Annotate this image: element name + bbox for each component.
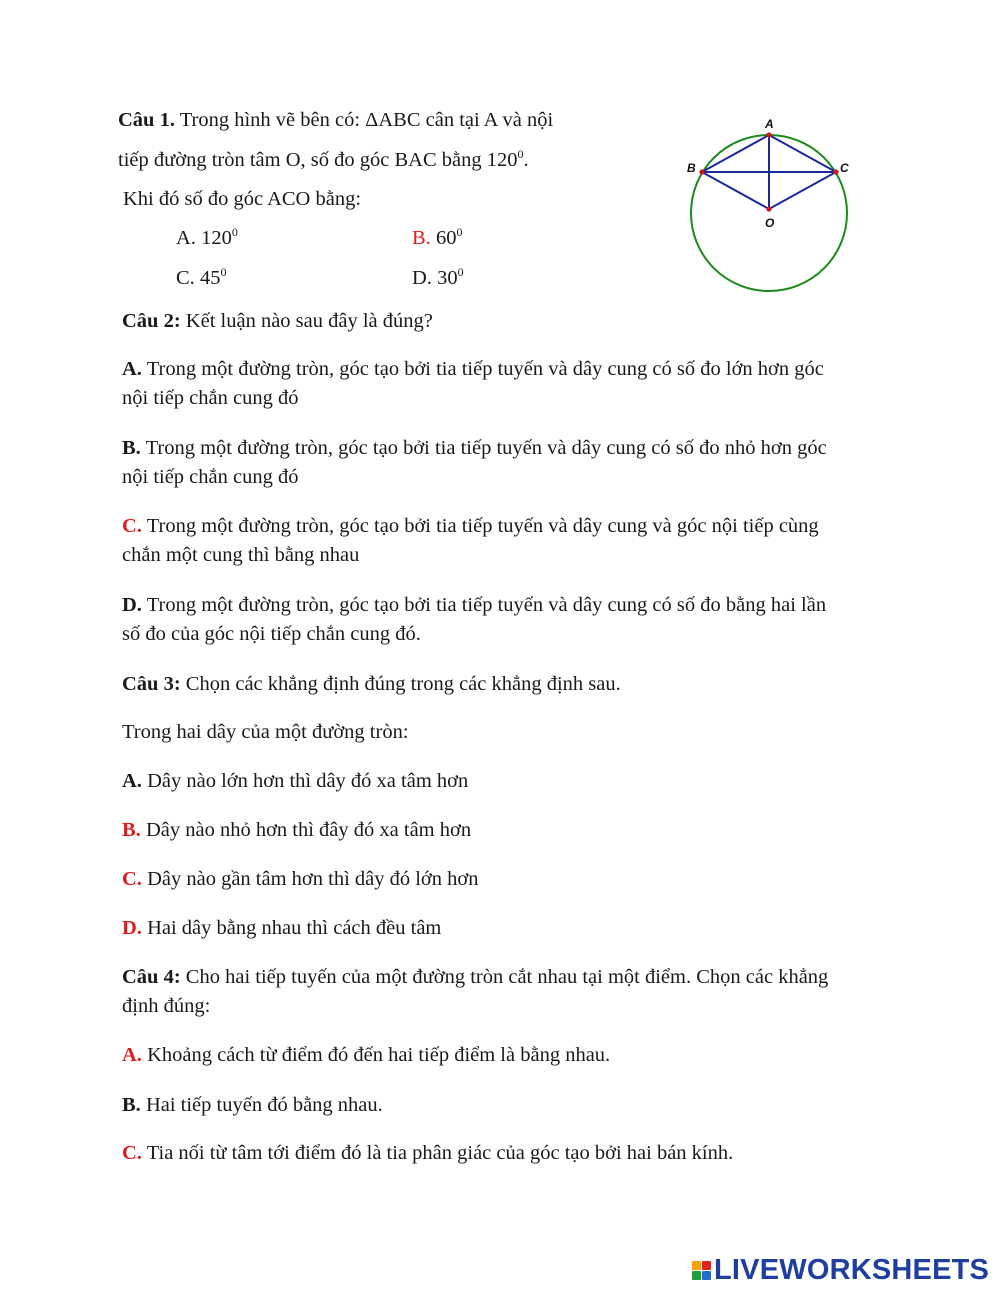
q2-option-b[interactable]	[122, 434, 827, 492]
q2-option-b-line2: nội tiếp chắn cung đó	[122, 466, 299, 488]
q1-line2-text: tiếp đường tròn tâm O, số đo góc BAC bằng 120	[118, 149, 518, 171]
logo-text: LIVEWORKSHEETS	[714, 1253, 990, 1286]
q1-option-c-value: 45	[199, 267, 221, 289]
q2-option-b-line1: Trong một đường tròn, góc tạo bởi tia tiếp tuyến và dây cung có số đo nhỏ hơn góc	[140, 437, 827, 459]
point-a	[766, 132, 771, 137]
q2-option-d-line1: Trong một đường tròn, góc tạo bởi tia tiếp tuyến và dây cung có số đo bằng hai lần	[141, 594, 827, 616]
segment-bo	[702, 172, 769, 209]
q2-option-b-label: B.	[122, 437, 141, 459]
q3-label: Câu 3:	[122, 673, 181, 695]
q1-option-a[interactable]	[176, 224, 238, 253]
q4-option-a-text: Khoảng cách từ điểm đó đến hai tiếp điểm là bằng nhau.	[141, 1044, 611, 1066]
point-c	[833, 169, 838, 174]
q4-option-a-label: A.	[122, 1044, 142, 1066]
q2-option-c-line1: Trong một đường tròn, góc tạo bởi tia tiếp tuyến và dây cung và góc nội tiếp cùng	[141, 515, 819, 537]
point-label-a: A	[765, 117, 774, 131]
q2-option-d-label: D.	[122, 594, 142, 616]
q3-title	[122, 670, 621, 699]
q4-option-c[interactable]	[122, 1139, 733, 1168]
q2-text: Kết luận nào sau đây là đúng?	[180, 310, 433, 332]
q1-option-d-value: 30	[437, 267, 458, 289]
point-label-c: C	[840, 161, 849, 175]
q1-option-d[interactable]	[412, 264, 464, 293]
logo-cube-icon	[692, 1261, 711, 1280]
q1-option-a-value: 120	[201, 227, 232, 249]
q3-option-c-label: C.	[122, 868, 142, 890]
q1-option-a-sup: 0	[231, 225, 238, 239]
point-o	[766, 206, 771, 211]
q3-option-c[interactable]	[122, 865, 479, 894]
q2-title	[122, 307, 433, 336]
q4-option-c-label: C.	[122, 1142, 142, 1164]
q1-line1-text: Trong hình vẽ bên có: ΔABC cân tại A và nội	[174, 109, 554, 131]
q4-option-a[interactable]	[122, 1041, 610, 1070]
q1-option-b-value: 60	[430, 227, 457, 249]
q4-line2: định đúng:	[122, 995, 211, 1017]
q1-line2-end: .	[523, 149, 529, 171]
q4-option-c-text: Tia nối từ tâm tới điểm đó là tia phân giác của góc tạo bởi hai bán kính.	[141, 1142, 734, 1164]
q1-option-c[interactable]	[176, 264, 226, 293]
q3-option-a-label: A.	[122, 770, 142, 792]
q1-line1	[118, 106, 553, 135]
q2-option-a[interactable]	[122, 355, 824, 413]
q1-option-b-label: B.	[412, 227, 431, 249]
q3-option-a-text: Dây nào lớn hơn thì dây đó xa tâm hơn	[141, 770, 469, 792]
q3-option-b[interactable]	[122, 816, 471, 845]
segment-ac	[769, 135, 836, 172]
q4-title	[122, 963, 828, 1021]
q3-option-c-text: Dây nào gần tâm hơn thì dây đó lớn hơn	[141, 868, 479, 890]
q2-option-a-line2: nội tiếp chắn cung đó	[122, 387, 299, 409]
q1-line3: Khi đó số đo góc ACO bằng:	[123, 188, 362, 210]
q1-line2	[118, 146, 529, 175]
q1-option-d-sup: 0	[457, 265, 464, 279]
q3-option-b-label: B.	[122, 819, 141, 841]
q1-option-c-sup: 0	[220, 265, 227, 279]
point-b	[699, 169, 704, 174]
q3-option-a[interactable]	[122, 767, 468, 796]
q2-option-c-label: C.	[122, 515, 142, 537]
q3-text: Chọn các khẳng định đúng trong các khẳng định sau.	[180, 673, 621, 695]
q3-option-d-label: D.	[122, 917, 142, 939]
q4-option-b-label: B.	[122, 1094, 141, 1116]
segment-ab	[702, 135, 769, 172]
q1-line2-sup: 0	[517, 147, 524, 161]
q3-option-b-text: Dây nào nhỏ hơn thì đây đó xa tâm hơn	[140, 819, 472, 841]
segment-co	[769, 172, 836, 209]
point-label-b: B	[687, 161, 696, 175]
point-label-o: O	[765, 216, 775, 230]
q1-option-d-label: D.	[412, 267, 438, 289]
q3-option-d[interactable]	[122, 914, 441, 943]
q1-option-b-sup: 0	[456, 225, 463, 239]
q2-label: Câu 2:	[122, 310, 181, 332]
q4-option-b[interactable]	[122, 1091, 383, 1120]
q4-option-b-text: Hai tiếp tuyến đó bằng nhau.	[140, 1094, 383, 1116]
q1-option-c-label: C.	[176, 267, 200, 289]
q3-intro: Trong hai dây của một đường tròn:	[122, 721, 409, 743]
q2-option-a-label: A.	[122, 358, 142, 380]
q1-label: Câu 1.	[118, 109, 175, 131]
liveworksheets-logo[interactable]	[692, 1253, 989, 1287]
q3-option-d-text: Hai dây bằng nhau thì cách đều tâm	[141, 917, 442, 939]
q1-option-a-label: A.	[176, 227, 202, 249]
q4-line1: Cho hai tiếp tuyến của một đường tròn cắt nhau tại một điểm. Chọn các khẳng	[180, 966, 829, 988]
q2-option-a-line1: Trong một đường tròn, góc tạo bởi tia tiếp tuyến và dây cung có số đo lớn hơn góc	[141, 358, 824, 380]
q4-label: Câu 4:	[122, 966, 181, 988]
q2-option-d-line2: số đo của góc nội tiếp chắn cung đó.	[122, 623, 421, 645]
q1-geometry-figure	[680, 110, 860, 300]
q2-option-c-line2: chắn một cung thì bằng nhau	[122, 544, 360, 566]
q2-option-d[interactable]	[122, 591, 826, 649]
q1-option-b[interactable]	[412, 224, 462, 253]
q2-option-c[interactable]	[122, 512, 819, 570]
